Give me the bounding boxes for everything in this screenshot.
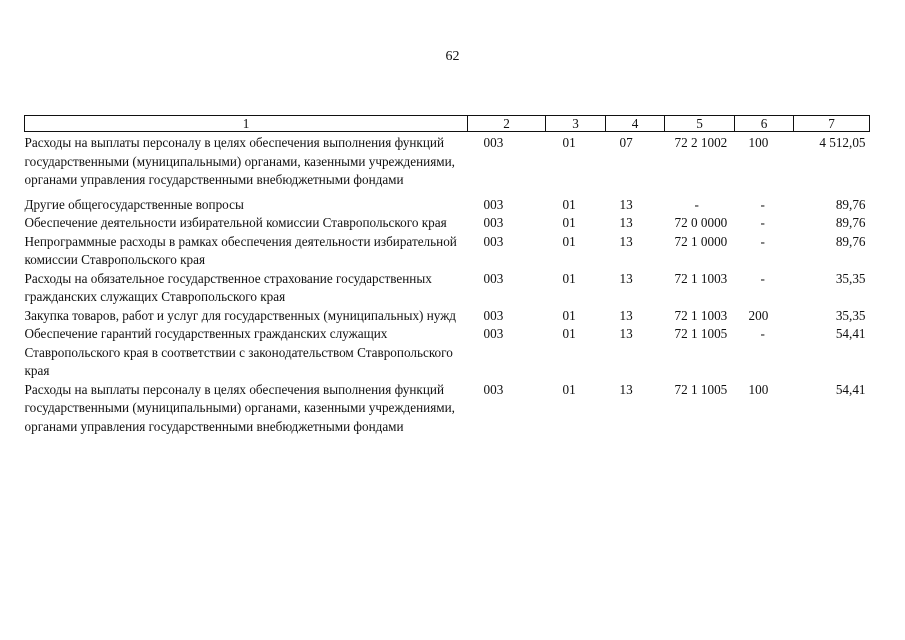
cell-ministry-code: 003 (483, 326, 504, 341)
row-name: Расходы на выплаты персоналу в целях обеспечения выполнения функций государственными (муниципальными) органами, казенными учреждениями, органами управления государственными внебюджетными фондами (24, 135, 455, 187)
cell-subsection: 13 (619, 233, 633, 249)
row-name: Обеспечение деятельности избирательной комиссии Ставропольского края (24, 215, 447, 230)
column-header: 4 (606, 116, 665, 132)
cell-subsection: 13 (619, 196, 633, 212)
row-name: Расходы на обязательное государственное страхование государственных гражданских служащих Ставропольского края (24, 270, 432, 304)
cell-expense-type: 100 (748, 135, 769, 150)
table-row (25, 214, 870, 233)
table-row (25, 381, 870, 437)
cell-ministry-code: 003 (483, 233, 504, 249)
cell-target-article: 72 1 0000 (674, 233, 728, 249)
cell-target-article: 72 2 1002 (674, 135, 728, 150)
table-row (25, 233, 870, 270)
column-header: 7 (794, 116, 870, 132)
cell-target-article: 72 1 1005 (674, 381, 728, 397)
cell-expense-type: 100 (748, 381, 769, 397)
table-row (25, 190, 870, 215)
cell-ministry-code: 003 (483, 196, 504, 212)
table-row (25, 307, 870, 326)
cell-target-article: 72 1 1003 (674, 307, 728, 323)
row-name: Закупка товаров, работ и услуг для государственных (муниципальных) нужд (24, 307, 457, 323)
cell-section: 01 (562, 270, 576, 286)
column-header: 1 (25, 116, 468, 132)
cell-ministry-code: 003 (483, 381, 504, 397)
cell-expense-type: - (760, 233, 765, 249)
cell-amount: 54,41 (835, 326, 866, 341)
cell-amount: 89,76 (835, 233, 866, 249)
cell-ministry-code: 003 (483, 215, 504, 230)
cell-ministry-code: 003 (483, 307, 504, 323)
row-name: Непрограммные расходы в рамках обеспечения деятельности избирательной комиссии Ставропольского края (24, 233, 457, 267)
column-header: 2 (468, 116, 546, 132)
row-name: Другие общегосударственные вопросы (24, 196, 244, 212)
cell-section: 01 (562, 135, 576, 150)
cell-subsection: 13 (619, 307, 633, 323)
cell-subsection: 13 (619, 270, 633, 286)
row-name: Расходы на выплаты персоналу в целях обеспечения выполнения функций государственными (муниципальными) органами, казенными учреждениями, органами управления государственными внебюджетными фондами (24, 381, 455, 434)
cell-amount: 4 512,05 (819, 135, 866, 150)
cell-subsection: 13 (619, 215, 633, 230)
cell-ministry-code: 003 (483, 135, 504, 150)
cell-subsection: 07 (619, 135, 633, 150)
cell-amount: 35,35 (835, 270, 866, 286)
cell-section: 01 (562, 326, 576, 341)
table-header-row (25, 116, 870, 132)
cell-ministry-code: 003 (483, 270, 504, 286)
cell-expense-type: - (760, 270, 765, 286)
cell-target-article: 72 1 1003 (674, 270, 728, 286)
cell-section: 01 (562, 196, 576, 212)
cell-section: 01 (562, 307, 576, 323)
column-header: 6 (735, 116, 794, 132)
cell-amount: 89,76 (835, 215, 866, 230)
page-number: 62 (445, 49, 460, 64)
cell-expense-type: 200 (748, 307, 769, 323)
cell-subsection: 13 (619, 381, 633, 397)
cell-section: 01 (562, 233, 576, 249)
column-header: 3 (546, 116, 606, 132)
table-row (25, 270, 870, 307)
cell-target-article: 72 0 0000 (674, 215, 728, 230)
budget-table (24, 115, 870, 436)
cell-expense-type: - (760, 196, 765, 212)
cell-amount: 89,76 (835, 196, 866, 212)
cell-expense-type: - (760, 326, 765, 341)
table-row (25, 132, 870, 190)
table-row (25, 325, 870, 381)
cell-target-article: - (694, 196, 699, 212)
cell-amount: 35,35 (835, 307, 866, 323)
cell-subsection: 13 (619, 326, 633, 341)
cell-expense-type: - (760, 215, 765, 230)
row-name: Обеспечение гарантий государственных гражданских служащих Ставропольского края в соответствии с законодательством Ставропольского края (24, 326, 453, 378)
cell-amount: 54,41 (835, 381, 866, 397)
cell-target-article: 72 1 1005 (674, 326, 728, 341)
cell-section: 01 (562, 215, 576, 230)
cell-section: 01 (562, 381, 576, 397)
column-header: 5 (665, 116, 735, 132)
